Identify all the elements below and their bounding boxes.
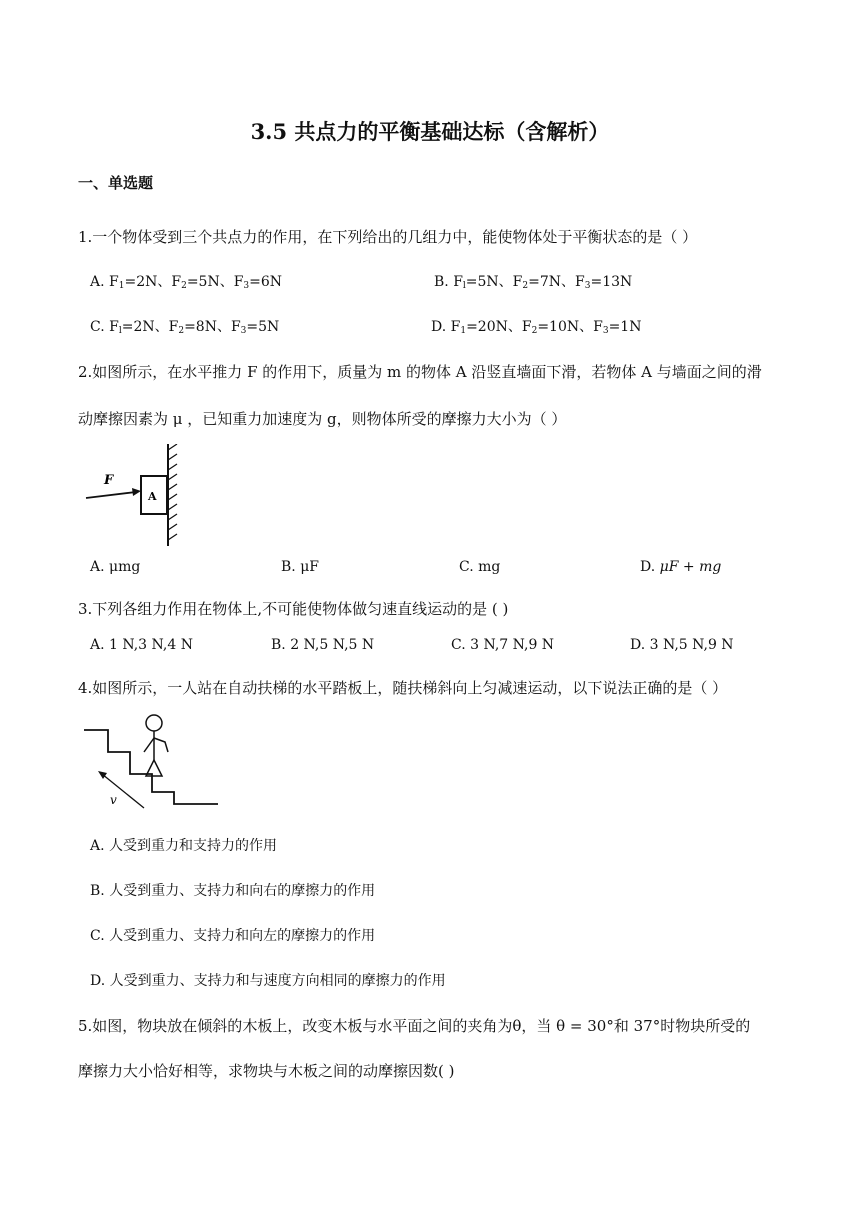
question-3-stem: 3.下列各组力作用在物体上,不可能使物体做匀速直线运动的是 ( ) (78, 600, 509, 618)
question-5-stem-line2: 摩擦力大小恰好相等，求物块与木板之间的动摩擦因数( ) (78, 1062, 455, 1080)
question-5-stem-line1: 5.如图，物块放在倾斜的木板上，改变木板与水平面之间的夹角为θ，当 θ = 30°和 37°时物块所受的 (78, 1017, 751, 1035)
q4-option-b[interactable]: B. 人受到重力、支持力和向右的摩擦力的作用 (90, 883, 376, 899)
q2-option-d[interactable]: D. μF + mg (640, 559, 722, 575)
q2-figure-block-label: A (148, 490, 157, 503)
q4-escalator-figure (82, 712, 222, 816)
q1-option-c[interactable]: C. $F_l=2N$、$F_2=8N$、$F_3=5N$ (90, 319, 280, 336)
q4-figure-velocity-label: v (110, 793, 117, 807)
question-2-stem-line1: 2.如图所示，在水平推力 F 的作用下，质量为 m 的物体 A 沿竖直墙面下滑，若物体 A 与墙面之间的滑 (78, 363, 762, 381)
page-title: 3.5 共点力的平衡基础达标（含解析） (250, 119, 610, 144)
q3-option-a[interactable]: A. 1 N,3 N,4 N (90, 637, 193, 653)
q4-option-c[interactable]: C. 人受到重力、支持力和向左的摩擦力的作用 (90, 928, 376, 944)
q2-option-b[interactable]: B. μF (281, 559, 320, 575)
question-4-stem: 4.如图所示，一人站在自动扶梯的水平踏板上，随扶梯斜向上匀减速运动，以下说法正确的是（ ） (78, 679, 728, 697)
q3-option-d[interactable]: D. 3 N,5 N,9 N (630, 637, 734, 653)
q2-option-c[interactable]: C. mg (459, 559, 501, 575)
q4-option-a[interactable]: A. 人受到重力和支持力的作用 (90, 838, 278, 854)
question-2-stem-line2: 动摩擦因素为 μ ，已知重力加速度为 g，则物体所受的摩擦力大小为（ ） (78, 410, 567, 428)
q2-option-a[interactable]: A. μmg (90, 559, 141, 575)
q2-figure-force-label: F (104, 473, 114, 488)
q1-option-b[interactable]: B. $F_l=5N$、$F_2=7N$、$F_3=13N$ (434, 274, 633, 291)
question-1-stem: 1.一个物体受到三个共点力的作用，在下列给出的几组力中，能使物体处于平衡状态的是（ ） (78, 228, 698, 246)
q4-option-d[interactable]: D. 人受到重力、支持力和与速度方向相同的摩擦力的作用 (90, 973, 446, 989)
q1-option-a[interactable]: A. $F_1=2N$、$F_2=5N$、$F_3=6N$ (90, 274, 283, 291)
q1-option-d[interactable]: D. $F_1=20N$、$F_2=10N$、$F_3=1N$ (431, 319, 642, 336)
q3-option-b[interactable]: B. 2 N,5 N,5 N (271, 637, 375, 653)
q3-option-c[interactable]: C. 3 N,7 N,9 N (451, 637, 555, 653)
q2-wall-block-figure (84, 444, 194, 548)
section-heading: 一、单选题 (78, 174, 154, 192)
